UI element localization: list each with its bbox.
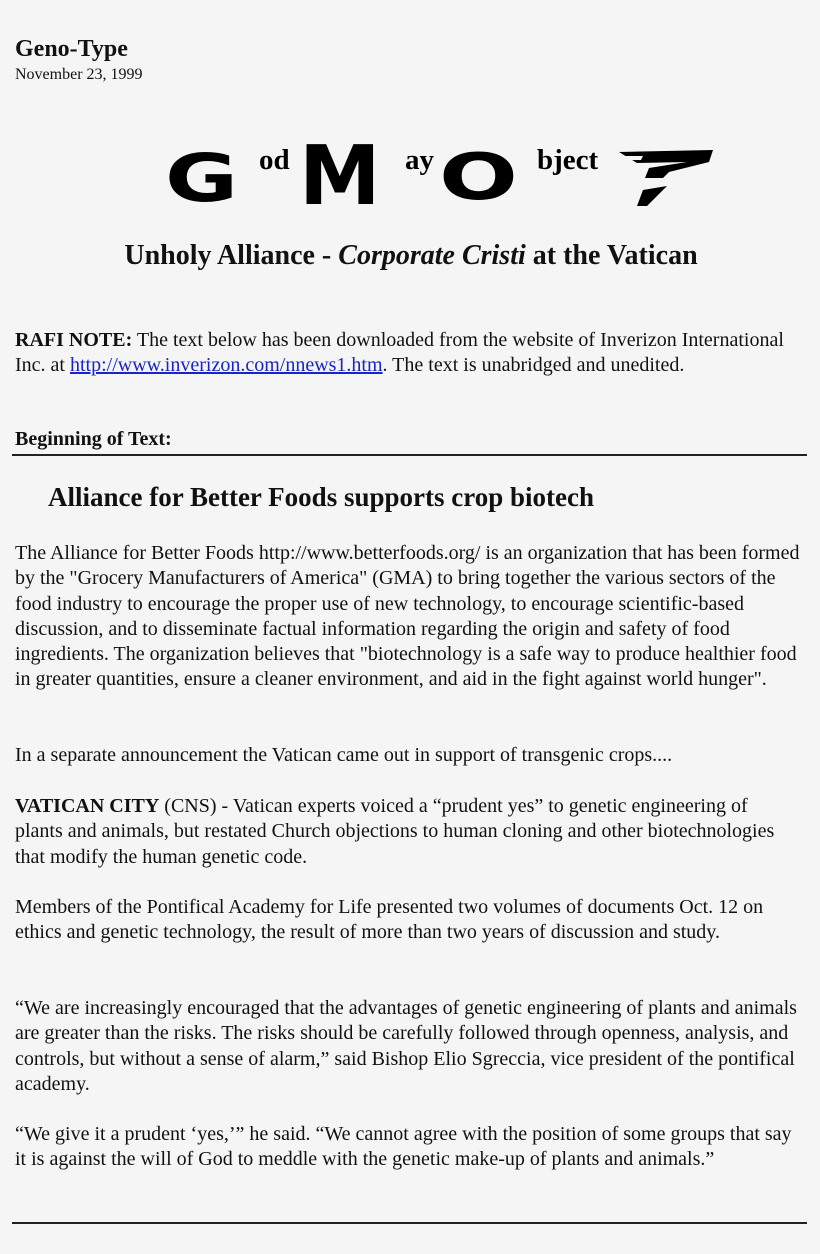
gmo-logo: [151, 129, 711, 224]
top-divider: [12, 454, 807, 456]
logo-word-may: ay: [405, 144, 434, 176]
dateline: VATICAN CITY: [15, 795, 160, 817]
article-paragraph-6: “We give it a prudent ‘yes,’” he said. “We cannot agree with the position of some groups that say it is against the will of God to meddle with the genetic make-up of plants and animals.”: [15, 1123, 792, 1171]
logo-letter-g: G: [165, 140, 239, 217]
article-paragraph-4: Members of the Pontifical Academy for Life presented two volumes of documents Oct. 12 on ethics and genetic technology, the result of more than two years of discussion and study.: [15, 896, 764, 944]
logo-word-object: bject: [537, 144, 599, 176]
inverizon-link[interactable]: http://www.inverizon.com/nnews1.htm: [69, 354, 383, 377]
logo-letter-o: O: [439, 141, 518, 215]
article-paragraph-5: “We are increasingly encouraged that the advantages of genetic engineering of plants and animals are greater than the risks. The risks should be carefully followed through openness, analysis, and controls, but without a sense of alarm,” said Bishop Elio Sgreccia, vice president of the pontifical academy.: [15, 997, 797, 1095]
article-paragraph-2: In a separate announcement the Vatican came out in support of transgenic crops....: [15, 744, 673, 766]
document-subtitle: Unholy Alliance - Corporate Cristi at the Vatican: [124, 240, 698, 271]
bottom-divider: [12, 1222, 807, 1224]
logo-letter-m: M: [299, 129, 381, 224]
article-paragraph-3: VATICAN CITY (CNS) - Vatican experts voiced a “prudent yes” to genetic engineering of plants and animals, but restated Church objections to human cloning and other biotechnologies that modify the human genetic code.: [15, 795, 775, 868]
logo-word-god: od: [259, 144, 290, 176]
article-headline: Alliance for Better Foods supports crop biotech: [48, 482, 594, 512]
publication-title: Geno-Type: [15, 36, 128, 62]
beginning-of-text-label: Beginning of Text:: [15, 428, 172, 450]
rafi-note: RAFI NOTE: The text below has been downloaded from the website of Inverizon International Inc. at http://www.inverizon.com/nnews1.htm. The text is unabridged and unedited.: [15, 329, 784, 377]
publication-date: November 23, 1999: [15, 66, 143, 83]
question-mark-icon: [617, 146, 717, 210]
rafi-note-label: RAFI NOTE:: [15, 329, 133, 351]
article-paragraph-1: The Alliance for Better Foods http://www.betterfoods.org/ is an organization that has been formed by the "Grocery Manufacturers of America" (GMA) to bring together the various sectors of the food industry to encourage the proper use of new technology, to encourage scientific-based discussion, and to disseminate factual information regarding the origin and safety of food ingredients. The organization believes that "biotechnology is a safe way to produce healthier food in greater quantities, ensure a cleaner environment, and aid in the fight against world hunger".: [15, 542, 800, 691]
